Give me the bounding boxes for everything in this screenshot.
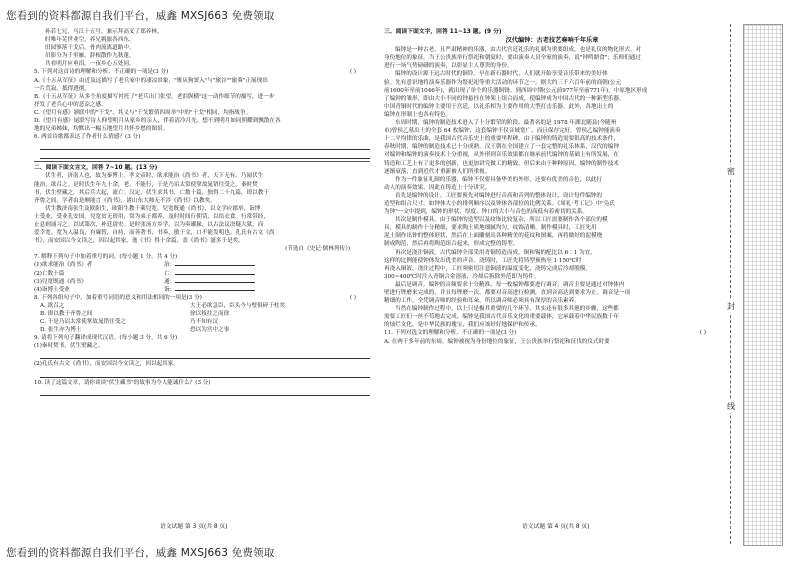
passage-line: 首先是编钟的设计。工匠要预先对编钟进行音高和音列的整体设计，设计每件编钟的 — [395, 192, 602, 199]
poem-line: 时唯年芜世业空，养兄羁旅各西东。 — [45, 37, 135, 44]
question-7: 7. 解释下列句子中加着重号的词。(每小题 1 分，共 4 分) — [34, 254, 178, 261]
answer-line[interactable] — [40, 142, 370, 150]
passage-line: 身份地位的象征。当王公贵族举行祭祀和朝宴时，要由演奏人员全家的演奏，说"钟鸣鼎食"；乐师们通过 — [384, 55, 641, 62]
passage-line: 东周时期，编钟的制造技术进入了十分繁荣的阶段，最著名的是 1978 年湖北随县(今随州 — [395, 120, 617, 127]
text-source: (节选自《史记·儒林列传》) — [285, 246, 350, 253]
passage-line: 制成陶范，然后再将陶范组合起来，形成完整的铸型。 — [384, 241, 519, 248]
q8-option: C. 于是乃诏太常使掌故晁错往受之 乃不知有汉 — [40, 319, 218, 326]
classical-text-line: 伏生教济南张生及欧阳生，欧阳生教千乘兒宽。兒宽既通《尚书》，以文学应郡举，诣博 — [45, 205, 261, 212]
section-3-title: 三、阅读下面文字，回答 11~13 题。(9 分) — [384, 29, 502, 35]
watermark-top: 您看到的资料都源自我们平台，威鑫 MXSJ663 免费领取 — [6, 10, 275, 22]
q5-option: D.《望月有感》尾联写诗人仰望明月从家乡的亲人，伴着清冷月光。想不到明月如同照耀到飘散在各 — [34, 118, 281, 125]
q5-option: 抒发了老兵心中的悲凉之感。 — [34, 101, 107, 108]
poem-line: 吊影分为千里雁，辞根散作九秋蓬。 — [45, 53, 135, 60]
answer-line[interactable] — [40, 370, 370, 378]
passage-line: 进行一场气势磅礴的演奏，以彰显主人尊贵的身份。 — [384, 63, 513, 70]
binding-line — [730, 24, 731, 544]
q9-item: (1)秦时焚书，伏生壁藏之。 — [34, 343, 104, 350]
passage-line: 的灿烂文化，是中华民族的瑰宝，我们应该好好地保护和传承。 — [384, 322, 541, 329]
passage-line: 为钟"一文中提到，编钟的形状、厚度、钟口的大小与音色的高低有着密切的关系。 — [384, 209, 588, 216]
right-page — [384, 28, 720, 528]
classical-text-line: 书》，而安国以今文读之，因以起其家。逸《书》得十余篇，盖《尚书》滋多于是矣。 — [34, 238, 244, 245]
passage-line: 最后是调音。编钟的音频要求十分精准，每一枚编钟都要进行调音，调音主要是通过对钟体内 — [395, 281, 625, 288]
page-footer-right: 语文试题 第 4 页(共 8 页) — [522, 524, 590, 530]
seal-label: 封 — [727, 302, 735, 311]
q7-item: (2)亡数十篇 亡： — [34, 270, 370, 278]
passage-line: 作为一件象征礼制的乐器，编钟不仅要具备华美的外形，还要有优美的音色，以此打 — [395, 176, 602, 183]
classical-text-line: 士受业，受业孔安国。兒宽贫无资用，常为弟子都养，及时时间行佣赁，以给衣食。行常带经， — [34, 213, 269, 220]
passage-line: 壁进行锉磨来完成的，并且每锉磨一次，都要对音高进行检测，直到音高达到要求为止。调音是一项 — [384, 290, 631, 296]
classical-text-line: 伏生者，济南人也，故为秦博士。孝文帝时，欲求能治《尚书》者，天下无有。乃闻伏生 — [45, 173, 264, 180]
q11-option: A. 在两千多年前的东周，编钟被视为身份地位的象征，王公贵族举行祭祀和征伐的仪式时要 — [384, 338, 610, 345]
q7-item: (3)兒宽既通《尚书》 通： — [34, 278, 370, 286]
seal-label: 线 — [727, 402, 735, 411]
classical-text-line: 齐鲁之间。学者由是颇能言《尚书》，诸山东大师无不涉《尚书》以教矣。 — [34, 197, 216, 204]
poem-line: 共看明月应垂泪，一夜乡心五处同。 — [45, 61, 135, 68]
question-8: 8. 下列各组句子中，加着重号词语的意义和用法相同的一项是(3 分) ( ) — [34, 294, 356, 301]
passage-line: 具，模具的制作十分精细，要求陶土质地细腻均匀，纹饰清晰。制作模具时，工匠先用 — [384, 225, 597, 232]
passage-line: 这样的比例能使钟体发出优美的声音。浇铸时，工匠先将铸型预热至 1 150℃时 — [384, 257, 582, 264]
poem-line: 田园寥落干戈后，骨肉流离道路中。 — [45, 45, 135, 52]
passage-line: 中国青铜时代的编钟主要用于宫廷，以礼乐相为主要作用的大型打击乐器。此外，各地出土的 — [384, 103, 614, 110]
answer-line[interactable] — [40, 351, 370, 359]
q8-option: B. 即以教于齐鲁之间 徐以枝拄之而徐 — [40, 311, 230, 317]
q7-item: (4)诣博士受业 诣： — [34, 286, 370, 294]
q5-option: 地的兄弟姊妹，均默出一幅五地望月共怀乡愁的图景。 — [34, 126, 169, 133]
q5-option: 一片荒寂，抵得透彻。 — [34, 85, 90, 92]
passage-line: 铸造和工艺上有了更多的创新，也更加讲究做工的精致。但后来由于种种原因，编钟的制作技术 — [384, 160, 619, 167]
passage-line: 再浇入铜液，浇注过程中，工匠须密切注意铜液的温度变化，浇铸完成后冷却脱模。 — [384, 265, 591, 272]
passage-line: 逐渐衰落，直到近代才重新被人们所重视。 — [384, 168, 491, 175]
page-footer-left: 语文试题 第 3 页(共 8 页) — [160, 524, 228, 530]
passage-line: 编钟是一种古老、且严肃精神的乐器，由古代宫廷礼乐的礼制为重要组成，也是礼仪的物化形式。对 — [395, 47, 642, 54]
passage-line: 春秋时期，编钟的制造技术已十分成熟。汉王朝在全国建立了一套完整的礼乐体系，汉代的编钟 — [384, 144, 619, 151]
classical-text-line: 爱幸宽。宽为人温良，有廉智，自持，而善著书、书奏，敏于文，口不能发明也。孔氏有古文《尚 — [34, 230, 275, 237]
passage-line: 对编钟和编钟的演奏技术十分重视，从外形到音乐效果都在继承前代编钟的基础上有所发展，在 — [384, 152, 619, 159]
passage-line: 造型和组合尺寸，如钟体大小的排列顺序以及钟体各部位的比例关系。《周礼·考工记》中"凫氏 — [384, 200, 615, 207]
q9-item: (2)孔氏有古文《尚书》，而安国以今文读之，因以起其家。 — [34, 361, 179, 368]
passage-line: 当然在编钟制作过程中，以上只是极其重要的几个环节，其实还有很多其他的步骤，这些都 — [395, 306, 619, 313]
passage-line: 再次是浇注铜液。古代编钟全部采用青铜铸造而成，铜和锡的配比以 6∶1 为宜， — [395, 249, 596, 256]
passage-line: 需要工匠们一丝不苟地去完成。编钟是我国古代音乐文化的重要载体，它承载着中华民族数千年 — [384, 314, 619, 321]
classical-text-line: 止息则诵习之。以试第次，补廷尉史。是时张汤方乡学，以为奏谳掾，以古法议决疑大狱，而 — [34, 221, 264, 228]
left-page — [34, 28, 370, 528]
passage-line: 了编钟的雏形，即由大小不同的钟悬挂在钟架上组合而成，使编钟成为中国古代的一种新型乐器。 — [384, 95, 625, 102]
q8-option: A. 欲召之 大王必欲急臣，臣头今与璧俱碎于柱矣 — [40, 302, 286, 309]
question-5: 5. 下列对这首诗的理解和分析，不正确的一项是(3 分) ( ) — [34, 69, 356, 76]
classical-text-line: 能治，欲召之。是时伏生年九十余，老，不能行，于是乃诏太常使掌故晁错往受之。秦时焚 — [34, 181, 258, 188]
answer-line[interactable] — [40, 151, 370, 159]
passage-line: 验。先有意识地将演奏乐器作为祭祀祀等重大活动的环节之一。据大约三千六百年前的商朝(公元 — [384, 79, 622, 86]
passage-line: 十二平均律的乐曲，是我国古代音乐史上的重要里程碑。由于编钟的铸造需要很高的技术条件， — [384, 136, 619, 143]
passage-line: 泥土制作出钟的整体形状，然后在上面雕刻出各种精美的花纹和图案，再将做好的泥模烧 — [384, 233, 603, 240]
q5-option: A.《十五从军征》由近及远描写了老兵家中的凄凉景象，"雉从狗窦入"与"旅谷""旅葵"正展现出 — [34, 77, 268, 84]
passage-line: 市)曾侯乙墓出土的全套 64 枚编钟，这套编钟不仅音域宽广，而且保存完好。曾侯乙编钟能演奏 — [384, 128, 621, 135]
answer-line[interactable] — [40, 388, 370, 396]
passage-line: 前1600年至前1046年)，就出现了单个的乐器铜铙。到西周中期(公元前977年至前771年)，中原地区形成 — [384, 87, 648, 94]
section-2-title: 二、阅读下面文言文，回答 7~10 题。(13 分) — [34, 165, 158, 172]
watermark-bottom: 您看到的资料都源自我们平台，威鑫 MXSJ663 免费领取 — [6, 547, 275, 559]
q7-item: (1)欲求能治《尚书》者 治： — [34, 261, 370, 269]
q5-option: B.《十五从军征》从多个角度描写衬托了"老兵出门张望，老泪纵横"这一动作细节的描写，进一步 — [34, 93, 275, 100]
passage-line: 编钟的设计源于远古时代的铜铃。早在新石器时代，人们就开始享受音乐带来的美好体 — [395, 71, 608, 78]
passage-line: 其次是制作模具。由于编钟的造型以及纹饰比较复杂，所以工匠需要制作各个部位的模 — [395, 217, 608, 224]
passage-line: 精细的工作，全凭调音师的经验和耳朵，所以调音师必须具有深厚的音乐素养。 — [384, 298, 580, 305]
poem-line: 孙若七兄，马江十五号，兼示拜高叉了郑养林。 — [45, 29, 163, 35]
question-10: 10. 读了这篇文章，请你谈谈"伏生藏书"的故事为今人能诚什么？(3 分) — [34, 379, 211, 386]
question-11: 11. 下列对选文的理解和分析，不正确的一项是(3 分) ( ) — [384, 330, 706, 337]
question-9: 9. 请将下列句子翻译成现代汉语。(每小题 3 分，共 6 分) — [34, 335, 178, 342]
section-divider — [34, 161, 370, 162]
question-6: 6. 两首诗歌都表达了作者什么情感？(3 分) — [34, 134, 141, 141]
q5-option: C.《望月有感》颔联中的"干戈"，其义与"千戈繁倩四周举"中的"干戈"相同，均指战争。 — [34, 109, 252, 116]
passage-line: 动人的演奏效果，因此在铸造上十分讲究。 — [384, 184, 491, 191]
classical-text-line: 书，伏生壁藏之。其后兵大起，流亡。汉定，伏生求其书，亡数十篇，独得二十九篇，即以教于 — [34, 189, 269, 196]
passage-line: 300~400℃时注入青铜合金溶液，冷却后拆除外范即为铸件。 — [384, 273, 540, 280]
seal-label: 密 — [727, 167, 735, 176]
passage-line: 编钟在形制上也各有特色。 — [384, 111, 452, 118]
q8-option: D. 张生亦为博士 恐以为宫中之事 — [40, 327, 230, 334]
margin-grid — [743, 24, 783, 546]
passage-title: 汉代编钟：古老技艺奏响千年乐章 — [505, 37, 599, 45]
